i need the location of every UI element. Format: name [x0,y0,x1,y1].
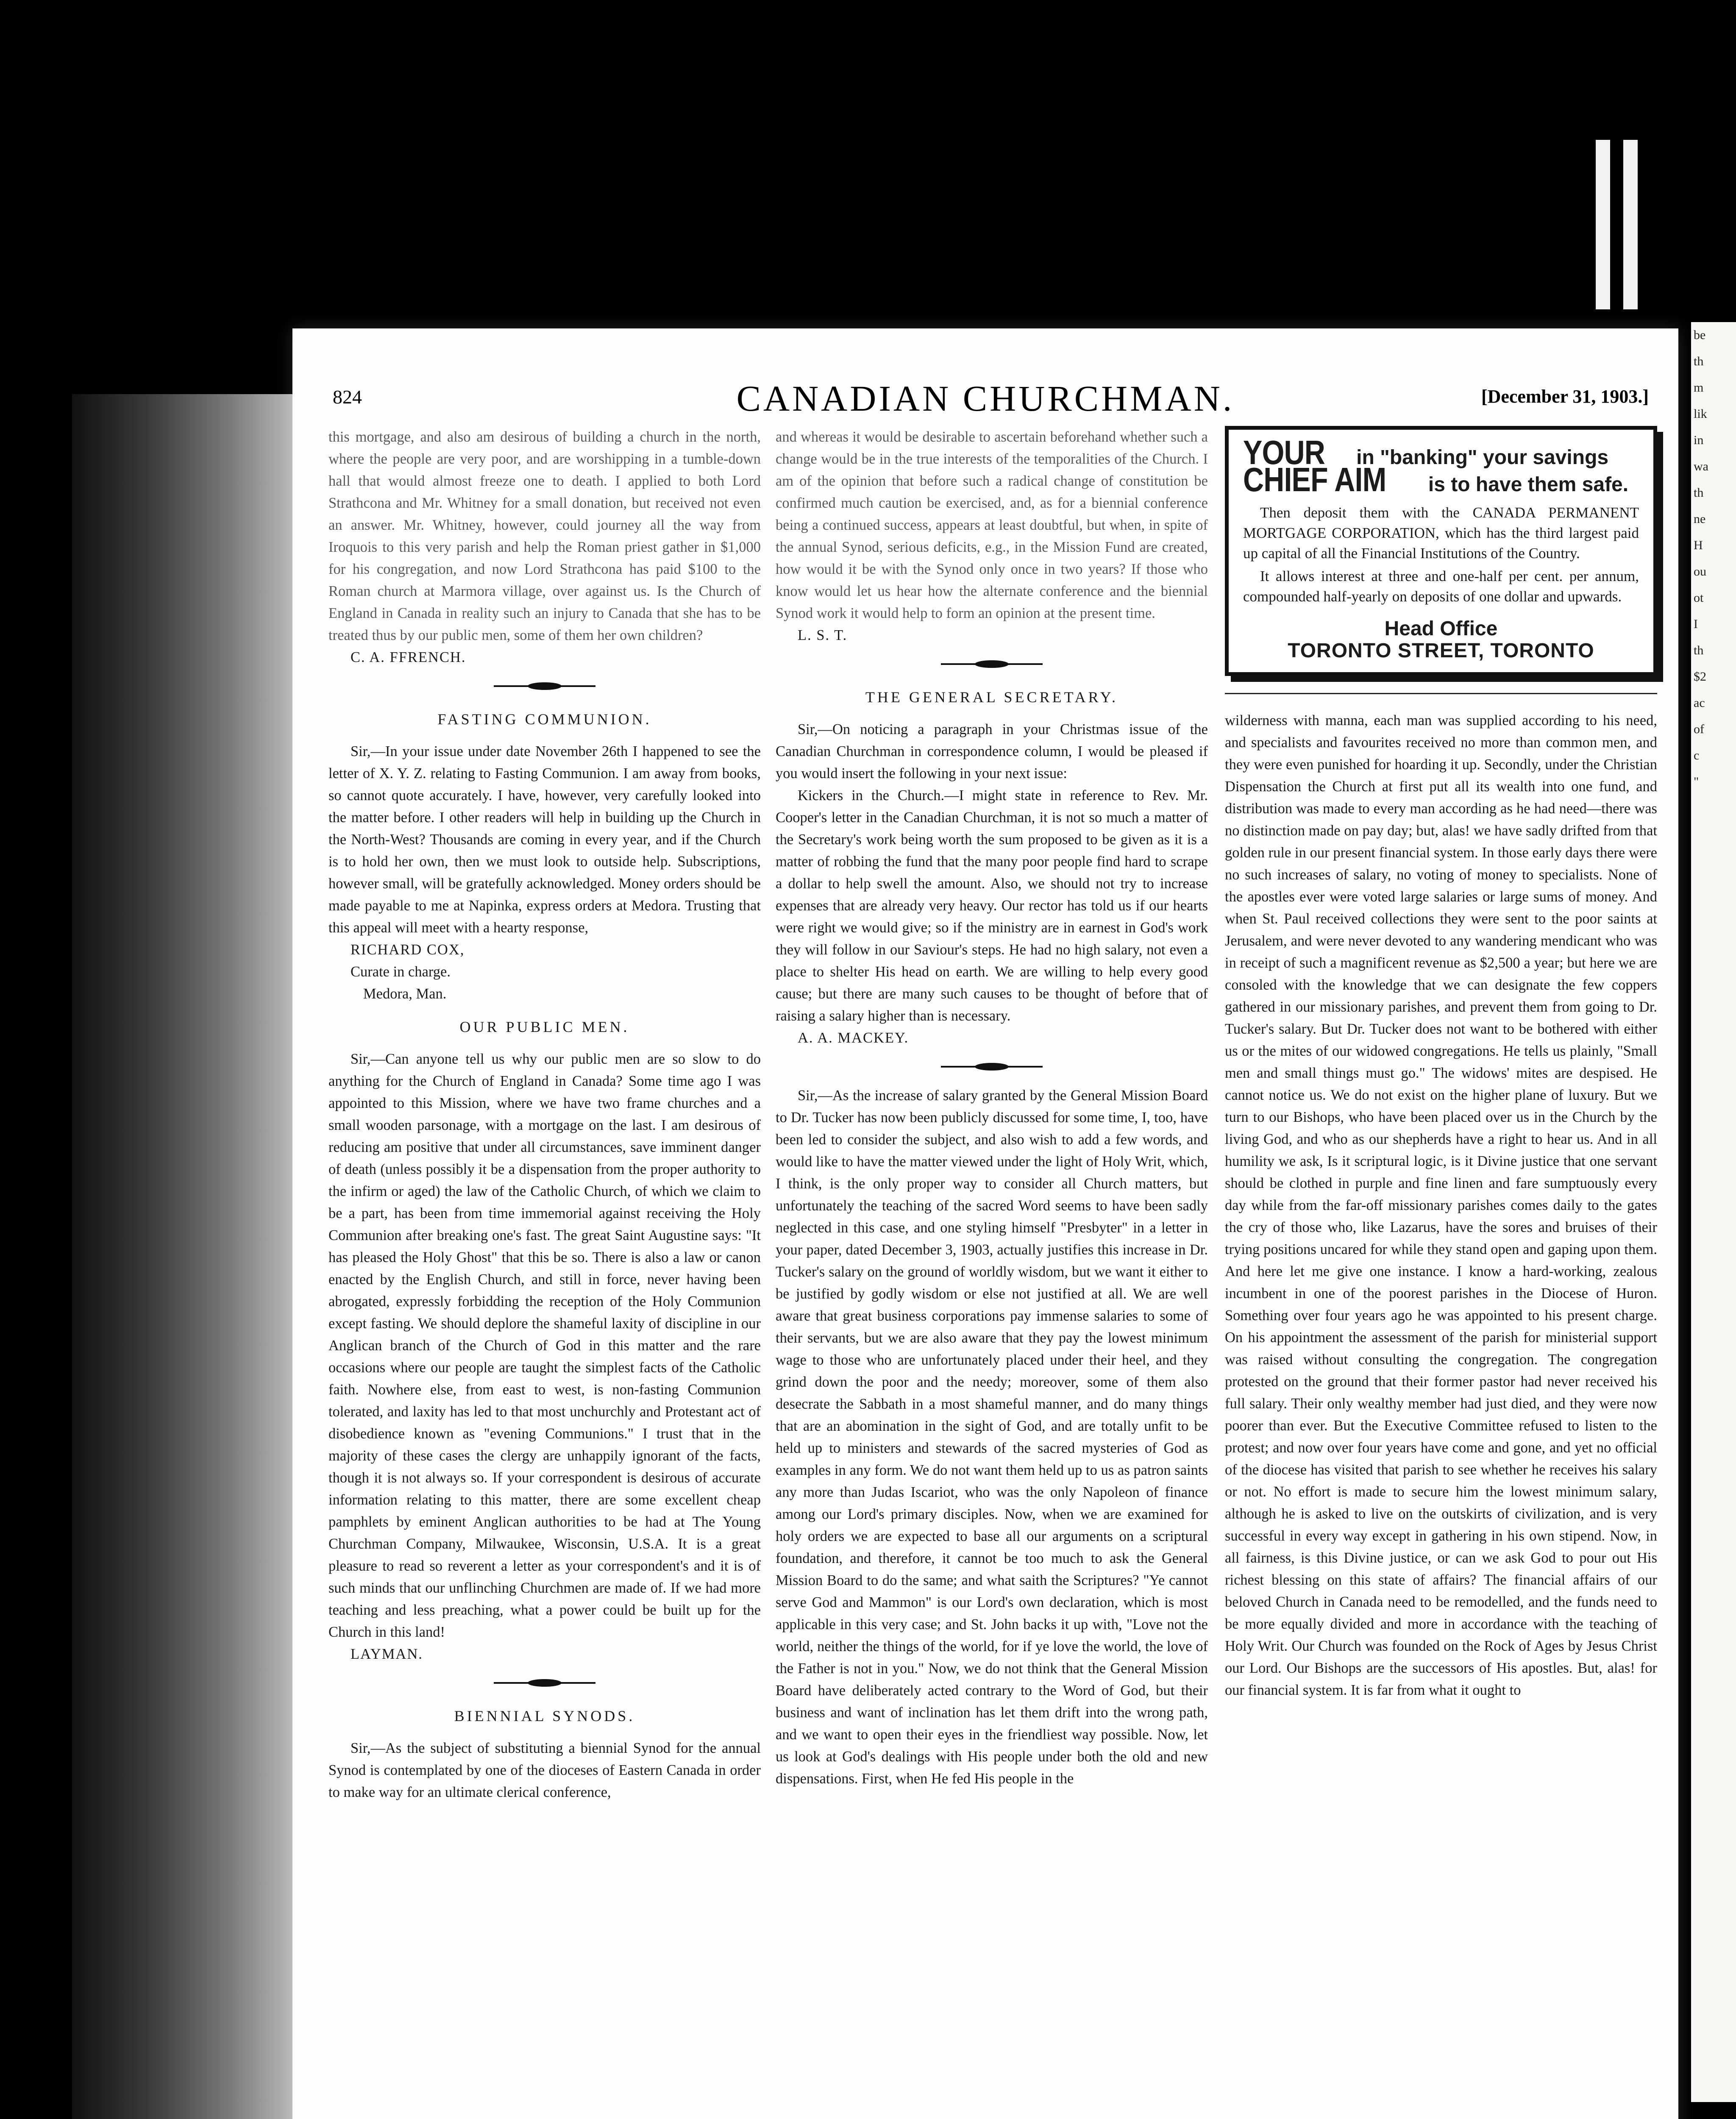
signature-ffrench: C. A. FFRENCH. [351,649,466,665]
ad-paragraph-2: It allows interest at three and one-half per cent. per annum, compounded half-yearly on deposits of one dollar and upwards. [1243,568,1639,605]
edge-fragment: I [1694,617,1698,631]
section-separator [776,653,1208,675]
newspaper-page [292,328,1678,2119]
paragraph: Sir,—In your issue under date November 26th I happened to see the letter of X. Y. Z. relating to Fasting Communion. I am away from books, so cannot quote accurately. I have, however, very carefully looked into the matter before. I other readers will help in building up the Church in the North-West? Thousands are coming in every year, and if the Church is to hold her own, then we must look to outside help. Subscriptions, however small, will be gratefully acknowledged. Money orders should be made payable to me at Napinka, express orders at Medora. Trusting that this appeal will meet with a hearty response, [328,743,761,936]
signature-title: Curate in charge. [351,964,451,980]
paragraph: Sir,—As the subject of substituting a biennial Synod for the annual Synod is contemplated by one of the dioceses of Eastern Canada in order to make way for an ultimate clerical conference, [328,1740,761,1800]
masthead-title: CANADIAN CHURCHMAN. [736,378,1235,419]
page-header [292,377,1678,419]
edge-fragment: H [1694,538,1703,552]
signature-layman: LAYMAN. [351,1646,423,1662]
letter-general-secretary [776,718,1208,1027]
heading-fasting-communion: FASTING COMMUNION. [437,711,652,728]
ad-line2: is to have them safe. [1428,473,1629,496]
heading-our-public-men: OUR PUBLIC MEN. [459,1018,630,1035]
paragraph: Sir,—On noticing a paragraph in your Christmas issue of the Canadian Churchman in correspondence column, I would be pleased if you would insert the following in your next issue: [776,721,1208,781]
letter-ffrench [328,426,761,646]
signature-mackey: A. A. MACKEY. [798,1030,909,1046]
section-separator [776,1056,1208,1078]
column-2 [776,426,1208,1790]
issue-date: [December 31, 1903.] [1481,386,1649,407]
letter-our-public-men [328,1048,761,1643]
edge-fragment: lik [1694,407,1707,421]
letter-mission-board-continued [1225,709,1657,1701]
edge-fragment: $2 [1694,670,1706,684]
paragraph: Kickers in the Church.—I might state in reference to Rev. Mr. Cooper's letter in the Canadian Churchman, it is not so much a matter of the Secretary's work being worth the sum proposed to be given as it is a matter of robbing the fund that the many poor people find hard to scrape a dollar to help swell the amount. Also, we should not try to increase expenses that are already very heavy. Our rector has told us if our hearts were right we would give; so if the ministry are in earnest in God's work they will follow in our Saviour's steps. He had no high salary, not even a place to shelter His head on earth. We are willing to help every good cause; but there are many such causes to be thought of before that of raising a salary higher than is necessary. [776,787,1208,1024]
next-page-edge [1691,322,1736,2102]
heading-biennial-synods: BIENNIAL SYNODS. [454,1707,635,1724]
paragraph: wilderness with manna, each man was supplied according to his need, and specialists and favourites received no more than common men, and they were even punished for hoarding it up. Secondly, under the Christian Dispensation the Church at first put all its wealth into one fund, and distribution was made to every man according as he had need—there was no distinction made on pay day; but, alas! we have sadly drifted from that golden rule in our present financial system. In those early days there were no such increases of salary, no voting of money to specialists. None of the apostles ever were voted large salaries or large sums of money. And when St. Paul received collections they were sent to the poor saints at Jerusalem, and were never devoted to any wandering mendicant who was in receipt of such a magnificent revenue as $2,500 a year; but here we are consoled with the knowledge that we can designate the few coppers gathered in our missionary parishes, and prevent them from going to Dr. Tucker's salary. But Dr. Tucker does not want to be bothered with either us or the mites of our widowed congregations. He tells us plainly, "Small men and small things must go." The widows' mites are despised. He cannot notice us. We do not exist on the higher plane of luxury. But we turn to our Bishops, who have been placed over us in the Church by the living God, and who as our shepherds have a right to hear us. And in all humility we ask, Is it scriptural logic, is it Divine justice that one servant should be clothed in purple and fine linen and fare sumptuously every day while from the far-off missionary parishes comes daily to the gates the cry of those who, like Lazarus, have the sores and bruises of their trying positions uncared for while they stand open and gaping upon them. And here let me give one instance. I know a hard-working, zealous incumbent in one of the poorest parishes in the Diocese of Huron. Something over four years ago he was appointed to his present charge. On his appointment the assessment of the parish for ministerial support was raised without consulting the congregation. The congregation protested on the ground that their former pastor had never received his full salary. Their only wealthy member had just died, and they were now poorer than ever. But the Executive Committee refused to listen to the protest; and now over four years have come and gone, and yet no official of the diocese has visited that parish to see whether he receives his salary or not. No effort is made to secure him the lowest minimum salary, although he is asked to live on the outskirts of civilization, and is very successful in every way except in gathering in his own stipend. Now, in all fairness, is this Divine justice, or can we ask God to pour out His richest blessing on this state of affairs? The financial affairs of our beloved Church in Canada need to be remodelled, and the funds need to be more equally divided and more in accordance with the teaching of Holy Writ. Our Church was founded on the Rock of Ages by Jesus Christ our Lord. Our Bishops are the successors of His apostles. But, alas! for our financial system. It is far from what it ought to [1225,712,1657,1698]
edge-fragment: c [1694,748,1700,762]
book-spine-shadow [72,394,292,2119]
ad-word-your: YOUR [1243,434,1325,471]
advertisement-canada-permanent [1225,426,1657,676]
paragraph: Sir,—Can anyone tell us why our public men are so slow to do anything for the Church of England in Canada? Some time ago I was appointed to this Mission, where we have two frame churches and a small wooden parsonage, with a mortgage on the last. I am desirous of reducing am positive that under all circumstances, save imminent danger of death (unless possibly it be a dispensation from the proper authority to the infirm or aged) the law of the Catholic Church, of which we claim to be a part, has been from time immemorial against receiving the Holy Communion after breaking one's fast. The great Saint Augustine says: "It has pleased the Holy Ghost" that this be so. There is also a law or canon enacted by the English Church, and still in force, never having been abrogated, expressly forbidding the reception of the Holy Communion except fasting. We should deplore the shameful laxity of discipline in our Anglican branch of the Church of God in this matter and the rare occasions where our people are taught the simplest facts of the Catholic faith. Nowhere else, from east to west, is non-fasting Communion tolerated, and laxity has led to that most unchurchly and Protestant act of disobedience known as "evening Communions." I trust that in the majority of these cases the clergy are unhappily ignorant of the facts, though it is not always so. If your correspondent is desirous of accurate information relating to this matter, there are some excellent cheap pamphlets by eminent Anglican authorities to be had at The Young Churchman Company, Milwaukee, Wisconsin, U.S.A. It is a great pleasure to read so reverent a letter as your correspondent's and it is of such minds that our unflinching Churchmen are made of. If we had more teaching and less preaching, what a power could be built up for the Church in this land! [328,1051,761,1640]
heading-general-secretary: THE GENERAL SECRETARY. [865,689,1118,706]
edge-fragment: wa [1694,459,1708,473]
edge-fragment: ot [1694,591,1704,605]
paragraph: Sir,—As the increase of salary granted by the General Mission Board to Dr. Tucker has now been publicly discussed for some time, I, too, have been led to consider the subject, and also wish to add a few words, and would like to have the matter viewed under the light of Holy Writ, which, I think, is the only proper way to consider all Church matters, but unfortunately the teaching of the sacred Word seems to have been sadly neglected in this case, and one styling himself "Presbyter" in a letter in your paper, dated December 3, 1903, actually justifies this increase in Dr. Tucker's salary on the ground of worldly wisdom, but we want it either to be justified by godly wisdom or else not justified at all. We are well aware that great business corporations pay immense salaries to some of their servants, but we are also aware that they pay the lowest minimum wage to those who are unfortunately placed under their heel, and they grind down the poor and the needy; moreover, some of them also desecrate the Sabbath in a most shameful manner, and do many things that are an abomination in the sight of God, and are totally unfit to be held up to ministers and stewards of the sacred mysteries of God as examples in any form. We do not want them held up to us as patron saints any more than Judas Iscariot, who was the only Napoleon of finance among our Lord's primary disciples. Now, when we are examined for holy orders we are expected to base all our arguments on a scriptural foundation, and therefore, it cannot be too much to ask the General Mission Board to do the same; and what saith the Scriptures? "Ye cannot serve God and Mammon" is our Lord's own declaration, which is most applicable in this very case; and St. John backs it up with, "Love not the world, neither the things of the world, for if ye love the world, the love of the Father is not in you." Now, we do not think that the General Mission Board have deliberately acted contrary to the Word of God, but their business and want of inclination has let them drift into the wrong path, and we want to open their eyes in the friendliest way possible. Now, let us look at God's dealings with His people under both the old and new dispensations. First, when He fed His people in the [776,1087,1208,1787]
edge-fragment: th [1694,486,1704,500]
section-separator [328,675,761,697]
edge-fragment: be [1694,328,1706,342]
edge-fragment: in [1694,433,1704,447]
edge-fragment: ou [1694,565,1706,578]
edge-fragment: th [1694,354,1704,368]
ad-head-office: Head Office [1384,617,1498,640]
ad-paragraph-1: Then deposit them with the CANADA PERMANENT MORTGAGE CORPORATION, which has the third largest paid up capital of all the Financial Institutions of the Country. [1243,504,1639,562]
edge-fragment: m [1694,381,1704,395]
paragraph: this mortgage, and also am desirous of building a church in the north, where the people are very poor, and are worshipping in a tumble-down hall that would almost freeze one to death. I applied to both Lord Strathcona and Mr. Whitney for a small donation, but received not even an answer. Mr. Whitney, however, could journey all the way from Iroquois to this very parish and help the Roman priest gather in $1,000 for his congregation, and now Lord Strathcona has paid $100 to the Roman church at Marmora village, over against us. Is the Church of England in Canada in reality such an injury to Canada that she has to be treated thus by our public men, some of them her own children? [328,429,761,643]
signature-richard-cox: RICHARD COX, [351,942,465,958]
film-mark-top-1 [1596,140,1610,309]
letter-place: Medora, Man. [363,986,447,1002]
column-1 [328,426,761,1803]
edge-fragment: ac [1694,696,1705,710]
letter-mission-board-salary [776,1085,1208,1790]
edge-fragment: of [1694,722,1704,736]
column-3 [1225,426,1657,1701]
edge-fragment: " [1694,775,1699,789]
ad-rule [1225,693,1657,694]
film-mark-top-2 [1623,140,1638,309]
signature-lst: L. S. T. [798,627,848,643]
edge-fragment: th [1694,643,1704,657]
edge-fragment: ne [1694,512,1706,526]
letter-fasting-communion [328,740,761,939]
ad-address: TORONTO STREET, TORONTO [1288,640,1594,662]
ad-line1: in "banking" your savings [1356,446,1609,469]
letter-biennial-continued [776,426,1208,624]
letter-biennial-synods [328,1737,761,1803]
page-number: 824 [333,386,362,408]
section-separator [328,1672,761,1694]
ad-word-chief-aim: CHIEF AIM [1243,461,1386,498]
paragraph: and whereas it would be desirable to ascertain beforehand whether such a change would be in the true interests of the temporalities of the Church. I am of the opinion that before such a radical change of constitution be confirmed much caution be exercised, and, as for a biennial conference being a continued success, appears at least doubtful, but when, in spite of the annual Synod, serious deficits, e.g., in the Mission Fund are created, how would it be with the Synod only once in two years? If those who know would let us hear how the alternate conference and the biennial Synod work it would help to form an opinion at the present time. [776,429,1208,621]
